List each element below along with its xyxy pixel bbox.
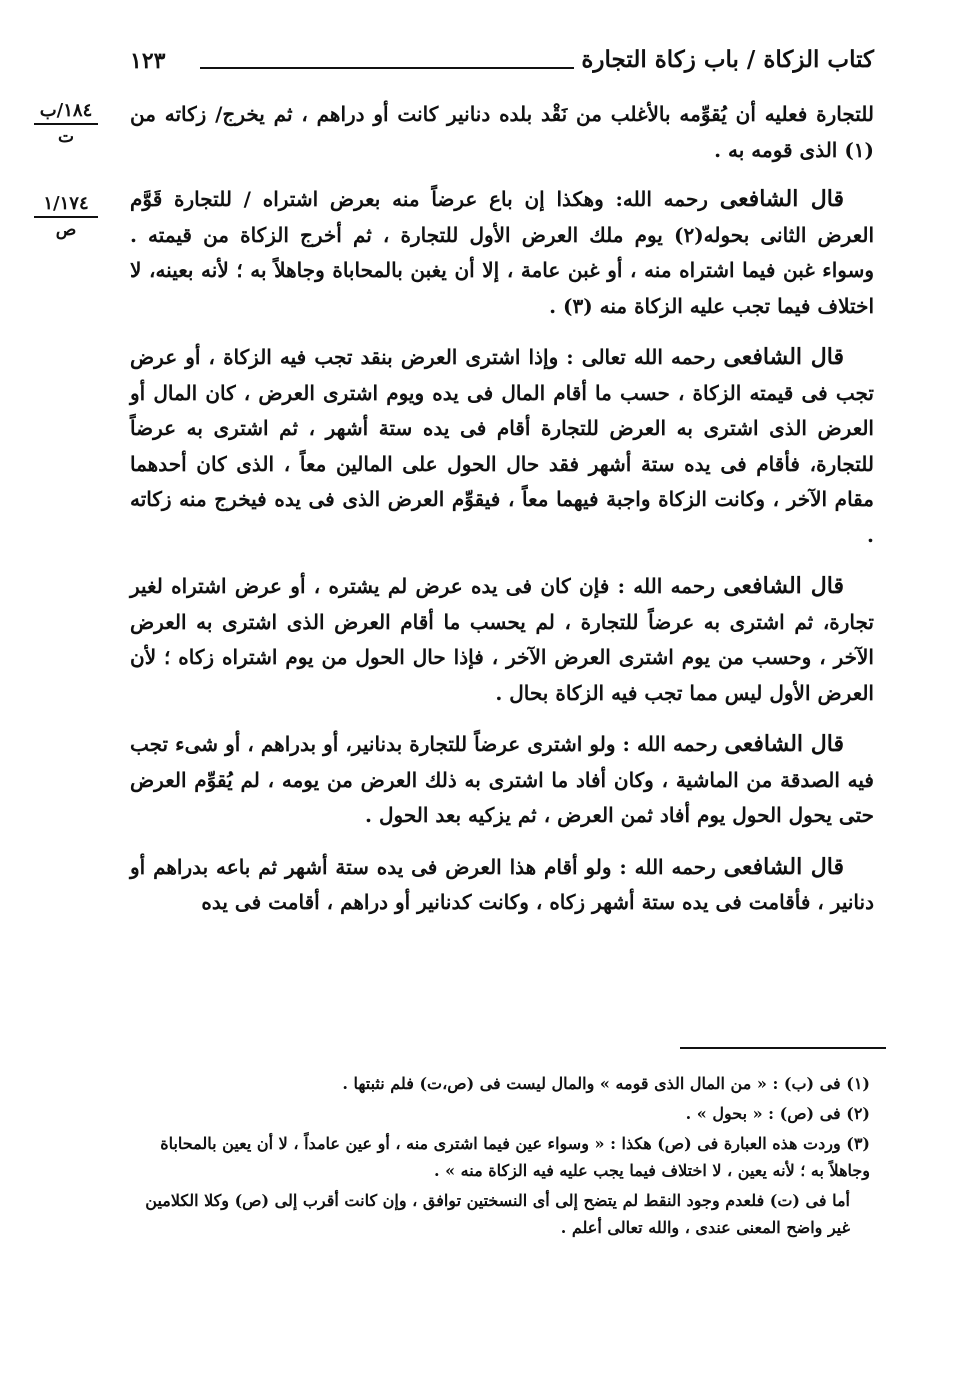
speaker-heading: قال الشافعى xyxy=(723,853,844,880)
paragraph-text: رحمه الله : فإن كان فى يده عرض لم يشتره ، أو عرض اشتراه لغير تجارة، ثم اشترى به عرضاً للتجارة ، لم يحسب ما أقام العرض الذى اشترى به العرض الآخر ، وحسب من يوم اشترى العرض الآخر ، فإذا حال الحول من يوم اشتراه زكاه ؛ لأن العرض الأول ليس مما تجب فيه الزكاة بحال . xyxy=(130,574,874,705)
paragraph xyxy=(130,97,874,168)
speaker-heading: قال الشافعى xyxy=(723,344,845,370)
margin-note-siglum: ص xyxy=(55,220,77,240)
footnote: (١) فى (ب) : « من المال الذى قومه » والمال ليست فى (ص،ت) فلم نثبتها . xyxy=(342,1074,870,1093)
paragraph xyxy=(130,182,874,324)
margin-note-manuscript-s xyxy=(34,193,98,240)
speaker-heading: قال الشافعى xyxy=(724,731,844,757)
footnotes xyxy=(130,1070,870,1244)
paragraph-text: رحمه الله: وهكذا إن باع عرضاً منه بعرض اشتراه / للتجارة قَوَّم العرض الثانى بحوله(٢) يوم ملك العرض الأول للتجارة ، ثم أخرج الزكاة من قيمته . وسواء غبن فيما اشتراه منه ، أو غبن عامة ، إلا أن يغبن بالمحاباة وجاهلاً به ؛ لأنه بعينه، لا اختلاف فيما تجب عليه الزكاة منه (٣) . xyxy=(130,187,874,318)
header-rule xyxy=(200,67,574,69)
margin-note-folio: ١٨٤/ب xyxy=(34,100,98,125)
paragraph-text: للتجارة فعليه أن يُقوِّمه بالأغلب من نَقْد بلده دنانير كانت أو دراهم ، ثم يخرج/ زكاته من (١) الذى قومه به . xyxy=(130,102,874,162)
footnote: (٢) فى (ص) : « بحول » . xyxy=(685,1104,870,1123)
main-text xyxy=(130,97,874,921)
page-number: ١٢٣ xyxy=(130,48,166,74)
footnote-rule xyxy=(680,1047,886,1049)
paragraph xyxy=(130,727,874,834)
paragraph xyxy=(130,340,874,553)
paragraph xyxy=(130,850,874,921)
paragraph-text: رحمه الله تعالى : وإذا اشترى العرض بنقد تجب فيه الزكاة ، أو عرض تجب فى قيمته الزكاة ، حسب ما أقام المال فى يده ويوم اشترى العرض ، كان المال أو العرض الذى اشترى به العرض للتجارة أقام فى يده ستة أشهر ، ثم اشترى به عرضاً للتجارة، فأقام فى يده ستة أشهر فقد حال الحول على المالين معاً ، الذى كان أحدهما مقام الآخر ، وكانت الزكاة واجبة فيهما معاً ، فيقوِّم العرض الذى فى يده فيخرج منه زكاته . xyxy=(130,345,874,547)
footnote-continuation: أما فى (ت) فلعدم وجود النقط لم يتضح إلى أى النسختين توافق ، وإن كانت أقرب إلى (ص) وكلا الكلامين غير واضح المعنى عندى ، والله تعالى أعلم . xyxy=(145,1191,850,1237)
margin-note-folio: ١/١٧٤ xyxy=(34,193,98,218)
speaker-heading: قال الشافعى xyxy=(723,573,844,599)
header-title: كتاب الزكاة / باب زكاة التجارة xyxy=(581,46,874,73)
paragraph xyxy=(130,569,874,711)
paragraph-text: رحمه الله : ولو أقام هذا العرض فى يده ستة أشهر ثم باعه بدراهم أو دنانير ، فأقامت فى يده ستة أشهر زكاه ، وكانت كدنانير أو دراهم ، أقامت فى يده xyxy=(130,854,874,914)
margin-note-manuscript-b xyxy=(34,100,98,147)
margin-note-siglum: ت xyxy=(57,127,74,147)
speaker-heading: قال الشافعى xyxy=(719,186,845,212)
running-header xyxy=(130,46,874,86)
paragraph-text: رحمه الله : ولو اشترى عرضاً للتجارة بدنانير، أو بدراهم ، أو شىء تجب فيه الصدقة من الماشية ، وكان أفاد ما اشترى به ذلك العرض من يومه ، لم يُقوِّم العرض حتى يحول الحول يوم أفاد ثمن العرض ، ثم يزكيه بعد الحول . xyxy=(130,732,874,827)
footnote: (٣) وردت هذه العبارة فى (ص) هكذا : « وسواء عين فيما اشترى منه ، أو عين عامداً ، لا أن يعين بالمحاباة وجاهلاً به ؛ لأنه يعين ، لا اختلاف فيما يجب عليه فيه الزكاة منه » . xyxy=(160,1134,870,1180)
